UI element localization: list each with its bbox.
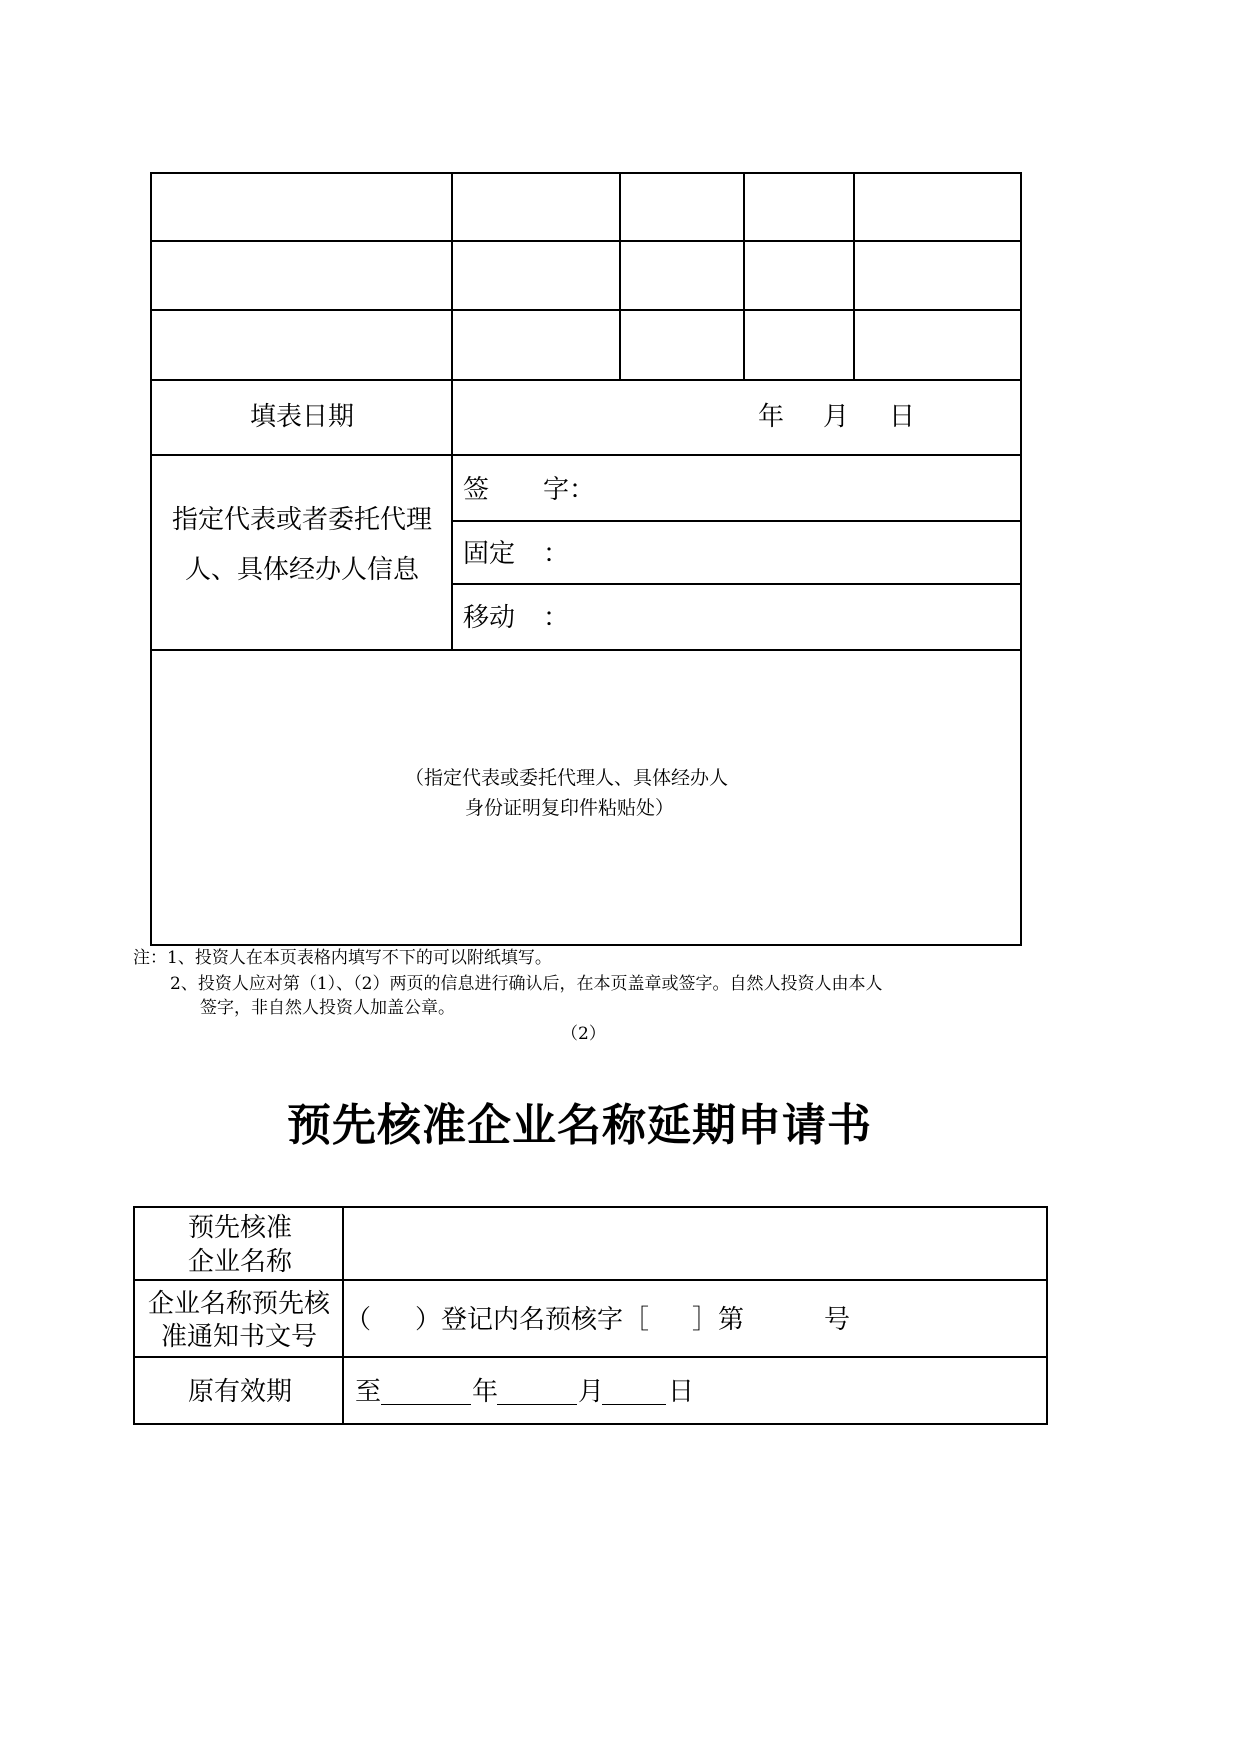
date-month-label: 月: [823, 402, 850, 432]
company-name-field[interactable]: [344, 1208, 1045, 1278]
note-2-line1: 2、投资人应对第（1）、（2）两页的信息进行确认后，在本页盖章或签字。自然人投资人由本人: [170, 974, 883, 994]
note-1: 注：1、投资人在本页表格内填写不下的可以附纸填写。: [133, 948, 552, 968]
validity-month-blank[interactable]: [497, 1404, 577, 1405]
table-border-left: [133, 1206, 135, 1425]
notice-bracket-close: ］第: [692, 1305, 745, 1335]
validity-year-label: 年: [472, 1377, 499, 1407]
table-border-right: [1046, 1206, 1048, 1425]
landline-label: 固定: [463, 539, 516, 569]
id-paste-instruction-line2: 身份证明复印件粘贴处）: [465, 797, 675, 819]
date-year-label: 年: [758, 402, 785, 432]
row-divider: [150, 454, 1022, 456]
notice-paren-open: （: [345, 1305, 372, 1335]
validity-year-blank[interactable]: [381, 1404, 471, 1405]
table-border-bottom: [133, 1423, 1048, 1425]
investor-cell[interactable]: [745, 174, 852, 239]
row-divider: [133, 1279, 1048, 1281]
investor-cell[interactable]: [621, 311, 742, 378]
investor-name-cell[interactable]: [152, 242, 450, 308]
notice-registration-text: ）登记内名预核字［: [415, 1305, 650, 1335]
id-paste-instruction-line1: （指定代表或委托代理人、具体经办人: [405, 767, 729, 789]
validity-day-blank[interactable]: [602, 1404, 666, 1405]
row-divider: [133, 1356, 1048, 1358]
notice-number-suffix: 号: [824, 1305, 851, 1335]
validity-to: 至: [355, 1377, 382, 1407]
table-border-right: [1020, 172, 1022, 946]
row-divider: [452, 583, 1022, 585]
investor-cell[interactable]: [745, 311, 852, 378]
investor-name-cell[interactable]: [152, 174, 450, 239]
investor-cell[interactable]: [621, 174, 742, 239]
investor-name-cell[interactable]: [152, 311, 450, 378]
notice-region-field[interactable]: [375, 1300, 415, 1340]
investor-cell[interactable]: [745, 242, 852, 308]
investor-cell[interactable]: [855, 242, 1019, 308]
company-name-label-line2: 企业名称: [188, 1247, 293, 1277]
landline-colon: ：: [543, 539, 570, 569]
note-2-line2: 签字，非自然人投资人加盖公章。: [200, 998, 455, 1018]
landline-field[interactable]: [580, 523, 1018, 581]
investor-cell[interactable]: [621, 242, 742, 308]
notice-number-label-line1: 企业名称预先核: [148, 1289, 331, 1319]
investor-cell[interactable]: [855, 174, 1019, 239]
table-border-bottom: [150, 944, 1022, 946]
signature-label: 签: [463, 475, 490, 505]
validity-month-label: 月: [578, 1377, 605, 1407]
row-divider: [452, 520, 1022, 522]
notice-year-field[interactable]: [648, 1300, 690, 1340]
investor-cell[interactable]: [453, 174, 618, 239]
signature-label-suffix: 字：: [543, 475, 596, 505]
notice-serial-field[interactable]: [752, 1300, 822, 1340]
mobile-colon: ：: [543, 603, 570, 633]
validity-day-label: 日: [668, 1377, 695, 1407]
validity-label: 原有效期: [188, 1377, 293, 1407]
representative-label-line1: 指定代表或者委托代理: [172, 505, 433, 535]
mobile-field[interactable]: [580, 586, 1018, 647]
notice-number-label-line2: 准通知书文号: [161, 1322, 318, 1352]
investor-cell[interactable]: [453, 311, 618, 378]
fill-date-label: 填表日期: [250, 402, 355, 432]
page-title: 预先核准企业名称延期申请书: [287, 1100, 872, 1151]
mobile-label: 移动: [463, 603, 516, 633]
company-name-label-line1: 预先核准: [188, 1213, 293, 1243]
investor-cell[interactable]: [453, 242, 618, 308]
fill-date-field[interactable]: [453, 381, 1020, 453]
representative-label-line2: 人、具体经办人信息: [185, 555, 420, 585]
date-day-label: 日: [889, 402, 916, 432]
signature-field[interactable]: [590, 458, 1018, 518]
investor-cell[interactable]: [855, 311, 1019, 378]
page-number: （2）: [561, 1024, 606, 1044]
